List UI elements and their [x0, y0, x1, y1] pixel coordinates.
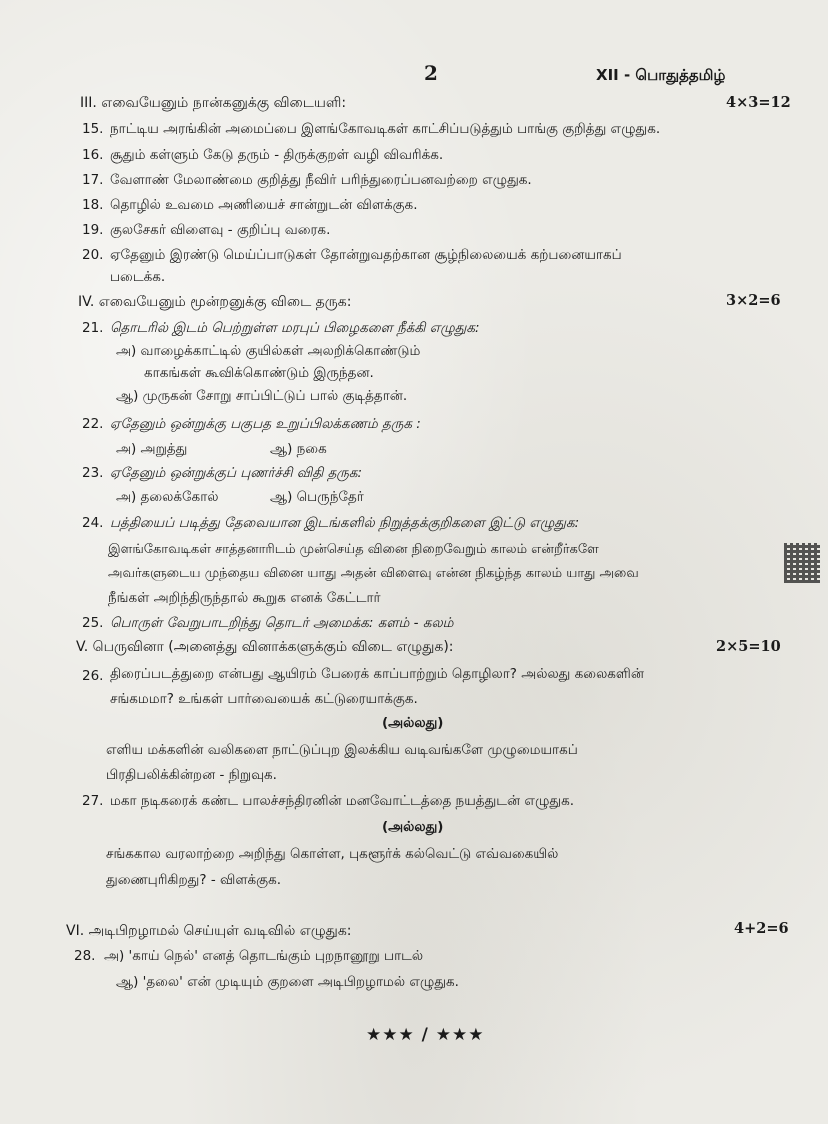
question-number: 20. — [82, 247, 104, 263]
or-label: (அல்லது) — [382, 715, 444, 731]
question-text: சூதும் கள்ளும் கேடு தரும் - திருக்குறள் வழி விவரிக்க. — [110, 147, 444, 163]
question-number: 17. — [82, 172, 104, 188]
option-a-line-1: அ) வாழைக்காட்டில் குயில்கள் அலறிக்கொண்டும் — [116, 343, 421, 359]
question-text: ஏதேனும் ஒன்றுக்குப் புணர்ச்சி விதி தருக: — [110, 465, 363, 481]
passage-line-1: இளங்கோவடிகள் சாத்தனாரிடம் முன்செய்த வினை நிறைவேறும் காலம் என்றீர்களே — [108, 542, 599, 557]
section-4-marks: 3×2=6 — [726, 292, 781, 309]
question-text: பத்தியைப் படித்து தேவையான இடங்களில் நிறுத்தக்குறிகளை இட்டு எழுதுக: — [110, 515, 580, 531]
question-text: ஏதேனும் இரண்டு மெய்ப்பாடுகள் தோன்றுவதற்கான சூழ்நிலையைக் கற்பனையாகப் — [110, 247, 622, 263]
alternative-line-2: துணைபுரிகிறது? - விளக்குக. — [106, 872, 282, 888]
question-number: 23. — [82, 465, 104, 481]
section-6-heading: VI. அடிபிறழாமல் செய்யுள் வடிவில் எழுதுக: — [66, 923, 352, 939]
question-number: 16. — [82, 147, 104, 163]
question-number: 28. — [74, 948, 96, 964]
section-4-heading: IV. எவையேனும் மூன்றனுக்கு விடை தருக: — [78, 294, 352, 310]
passage-line-2: அவர்களுடைய முந்தைய வினை யாது அதன் விளைவு என்ன நிகழ்ந்த காலம் யாது அவை — [108, 566, 639, 581]
section-3-heading: III. எவையேனும் நான்கனுக்கு விடையளி: — [80, 95, 347, 111]
question-number: 25. — [82, 615, 104, 631]
question-text: பொருள் வேறுபாடறிந்து தொடர் அமைக்க: களம் - கலம் — [110, 615, 454, 631]
question-number: 15. — [82, 121, 104, 137]
section-3-marks: 4×3=12 — [726, 94, 791, 111]
option-b: ஆ) முருகன் சோறு சாப்பிட்டுப் பால் குடித்தான். — [116, 388, 408, 404]
question-text: ஏதேனும் ஒன்றுக்கு பகுபத உறுப்பிலக்கணம் தருக : — [110, 416, 421, 432]
alternative-line-1: சங்ககால வரலாற்றை அறிந்து கொள்ள, புகளூர்க் கல்வெட்டு எவ்வகையில் — [106, 846, 559, 862]
question-text: தொழில் உவமை அணியைச் சான்றுடன் விளக்குக. — [110, 197, 418, 213]
option-a-line-2: காகங்கள் கூவிக்கொண்டும் இருந்தன. — [144, 365, 374, 381]
question-text: மகா நடிகரைக் கண்ட பாலச்சந்திரனின் மனவோட்டத்தை நயத்துடன் எழுதுக. — [110, 793, 575, 809]
or-label: (அல்லது) — [382, 819, 444, 835]
end-stars: ★★★ / ★★★ — [366, 1025, 485, 1045]
page-number: 2 — [424, 61, 438, 85]
question-number: 26. — [82, 668, 104, 684]
section-5-heading: V. பெருவினா (அனைத்து வினாக்களுக்கும் விடை எழுதுக): — [76, 639, 454, 655]
alternative-line-1: எளிய மக்களின் வலிகளை நாட்டுப்புற இலக்கிய வடிவங்களே முழுமையாகப் — [106, 742, 578, 758]
qr-code-icon — [784, 543, 820, 583]
question-number: 22. — [82, 416, 104, 432]
question-number: 21. — [82, 320, 104, 336]
option-b: ஆ) நகை — [270, 441, 327, 457]
question-text-continued: படைக்க. — [110, 269, 166, 285]
question-text: குலசேகர் விளைவு - குறிப்பு வரைக. — [110, 222, 331, 238]
question-text: வேளாண் மேலாண்மை குறித்து நீவிர் பரிந்துரைப்பனவற்றை எழுதுக. — [110, 172, 532, 188]
question-text: நாட்டிய அரங்கின் அமைப்பை இளங்கோவடிகள் காட்சிப்படுத்தும் பாங்கு குறித்து எழுதுக. — [110, 121, 661, 137]
passage-line-3: நீங்கள் அறிந்திருந்தால் கூறுக எனக் கேட்டார் — [108, 590, 381, 606]
question-text-line-1: திரைப்படத்துறை என்பது ஆயிரம் பேரைக் காப்பாற்றும் தொழிலா? அல்லது கலைகளின் — [110, 666, 644, 682]
paper-title: XII - பொதுத்தமிழ் — [596, 66, 726, 84]
question-text-line-2: சங்கமமா? உங்கள் பார்வையைக் கட்டுரையாக்குக. — [110, 691, 418, 707]
option-b: ஆ) பெருந்தேர் — [270, 489, 364, 505]
question-text: தொடரில் இடம் பெற்றுள்ள மரபுப் பிழைகளை நீக்கி எழுதுக: — [110, 320, 480, 336]
option-a: அ) 'காய் நெல்' எனத் தொடங்கும் புறநானூறு பாடல் — [104, 948, 424, 964]
question-number: 27. — [82, 793, 104, 809]
option-b: ஆ) 'தலை' என் முடியும் குறளை அடிபிறழாமல் எழுதுக. — [116, 974, 459, 990]
option-a: அ) தலைக்கோல் — [116, 489, 219, 505]
option-a: அ) அறுத்து — [116, 441, 188, 457]
question-number: 19. — [82, 222, 104, 238]
question-number: 24. — [82, 515, 104, 531]
section-5-marks: 2×5=10 — [716, 638, 781, 655]
question-number: 18. — [82, 197, 104, 213]
alternative-line-2: பிரதிபலிக்கின்றன - நிறுவுக. — [106, 767, 277, 783]
section-6-marks: 4+2=6 — [734, 920, 789, 937]
